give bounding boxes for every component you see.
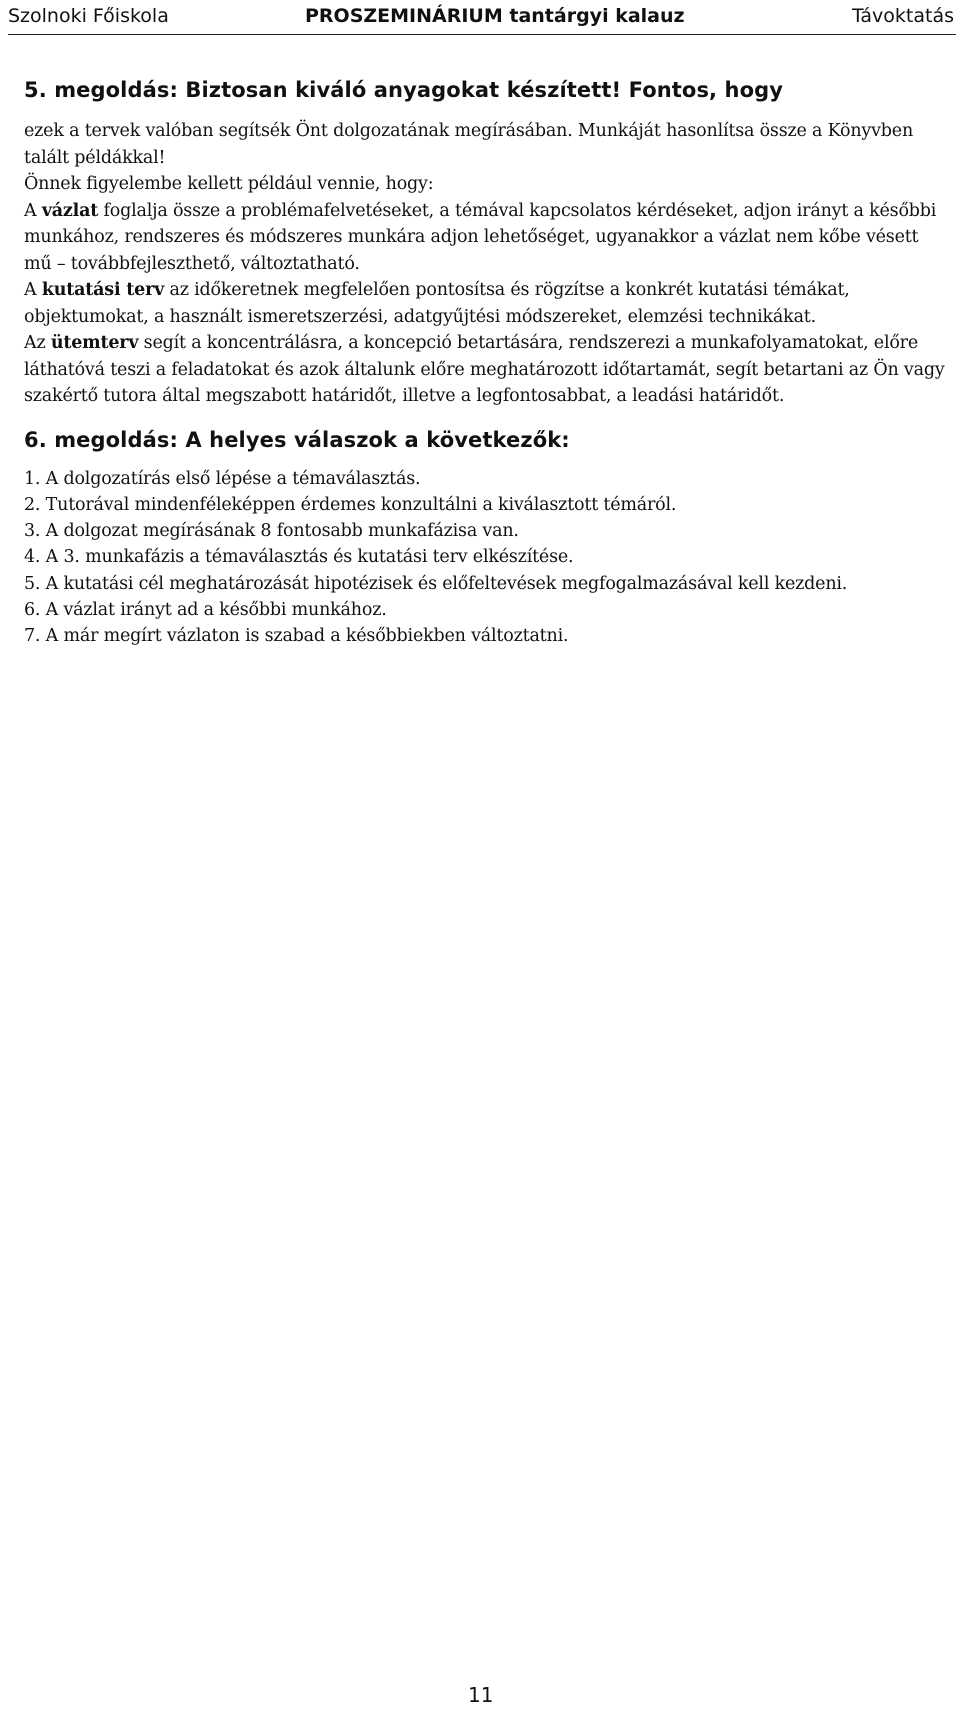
section5-title: 5. megoldás: Biztosan kiváló anyagokat készített! Fontos, hogy: [24, 78, 784, 102]
section5-intro: ezek a tervek valóban segítsék Önt dolgozatának megírásában. Munkáját hasonlítsa össze a Könyvben talált példákkal!: [24, 121, 914, 168]
header-mode: Távoktatás: [851, 5, 954, 27]
vazlat-term: vázlat: [41, 200, 99, 221]
page-content: [24, 78, 950, 650]
answer-item: 4. A 3. munkafázis a témaválasztás és kutatási terv elkészítése.: [24, 547, 574, 568]
answer-item: 7. A már megírt vázlaton is szabad a későbbiekben változtatni.: [24, 626, 569, 647]
answer-item: 3. A dolgozat megírásának 8 fontosabb munkafázisa van.: [24, 521, 519, 542]
header-institution: Szolnoki Főiskola: [8, 5, 169, 27]
page-number: 11: [468, 1683, 494, 1707]
kutatasi-prefix: A: [24, 280, 42, 300]
kutatasi-text: az időkeretnek megfelelően pontosítsa és rögzítse a konkrét kutatási témákat, objektumokat, a használt ismeretszerzési, adatgyűjtési módszereket, elemzési technikákat.: [24, 280, 850, 327]
kutatasi-term: kutatási terv: [41, 280, 165, 300]
answer-item: 2. Tutorával mindenféleképpen érdemes konzultálni a kiválasztott témáról.: [24, 494, 677, 515]
page-header: [8, 2, 956, 35]
kutatasi-paragraph: [24, 277, 950, 330]
answer-item: 1. A dolgozatírás első lépése a témaválasztás.: [24, 468, 421, 489]
vazlat-text: foglalja össze a problémafelvetéseket, a témával kapcsolatos kérdéseket, adjon irányt a későbbi munkához, rendszeres és módszeres munkára adjon lehetőséget, ugyanakkor a vázlat nem kőbe vésett mű – továbbfejleszthető, változtatható.: [24, 200, 937, 274]
utemterv-term: ütemterv: [50, 333, 139, 353]
vazlat-prefix: A: [24, 200, 42, 221]
header-course-title: PROSZEMINÁRIUM tantárgyi kalauz: [305, 5, 685, 27]
utemterv-prefix: Az: [24, 333, 51, 353]
section6-title: 6. megoldás: A helyes válaszok a következők:: [24, 427, 570, 452]
section5-consider: Önnek figyelembe kellett például vennie, hogy:: [24, 174, 434, 194]
utemterv-text: segít a koncentrálásra, a koncepció betartására, rendszerezi a munkafolyamatokat, előre láthatóvá teszi a feladatokat és azok általunk előre meghatározott időtartamát, segít betartani az Ön vagy szakértő tutora által megszabott határidőt, illetve a legfontosabbat, a leadási határidőt.: [24, 333, 945, 406]
answer-item: 6. A vázlat irányt ad a későbbi munkához.: [24, 599, 387, 620]
utemterv-paragraph: [24, 330, 950, 410]
answers-list: [24, 466, 950, 650]
vazlat-paragraph: [24, 198, 950, 278]
answer-item: 5. A kutatási cél meghatározását hipotézisek és előfeltevések megfogalmazásával kell kezdeni.: [24, 573, 848, 594]
